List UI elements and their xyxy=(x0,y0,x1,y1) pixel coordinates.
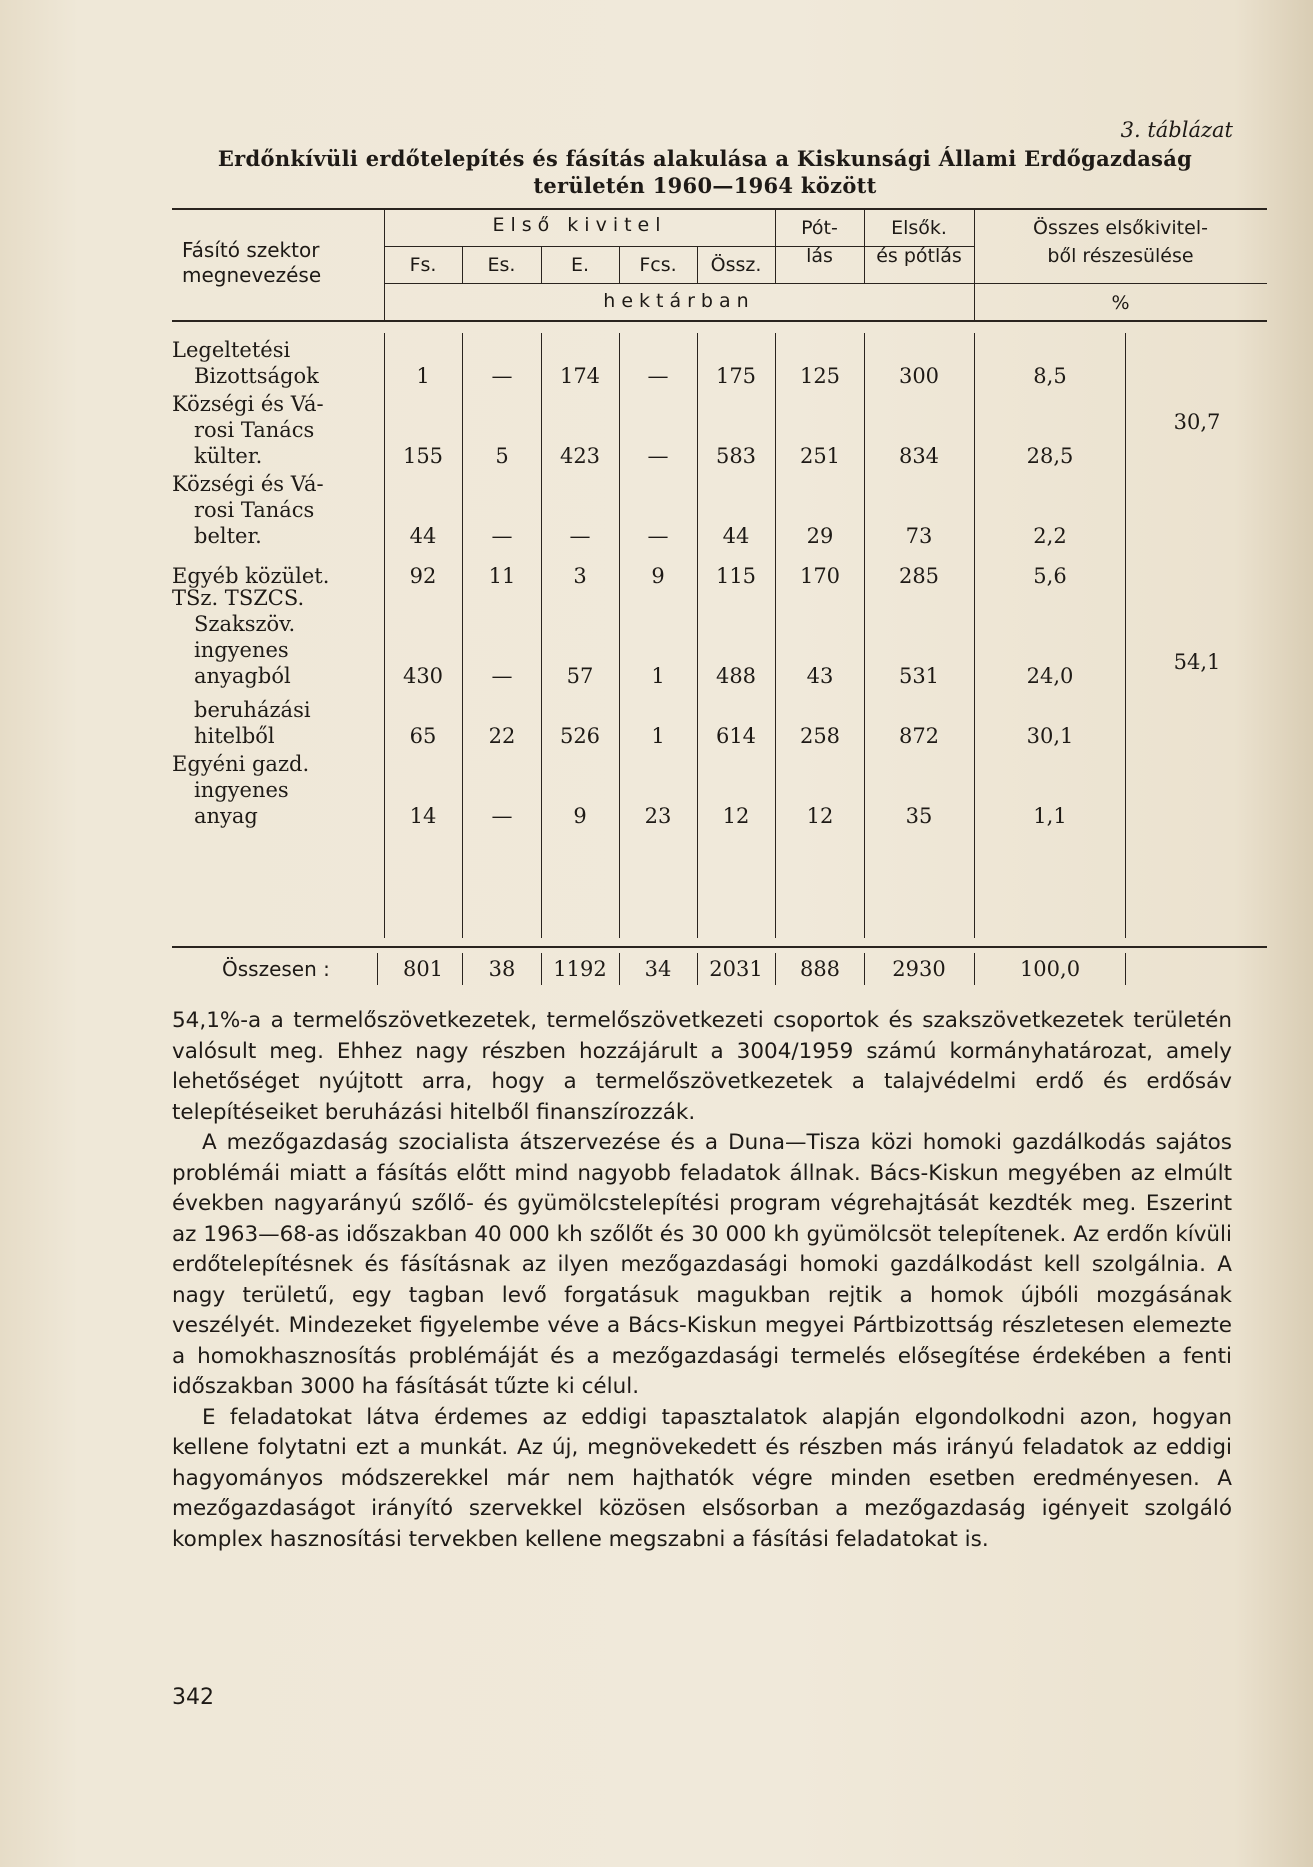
table-cell: 3 xyxy=(573,564,587,588)
header-group-label: Első kivitel xyxy=(492,214,667,236)
table-cell: 92 xyxy=(409,564,437,588)
header-fcs: Fcs. xyxy=(639,254,677,276)
table-cell: 5 xyxy=(495,444,509,468)
table-cell: 423 xyxy=(559,444,601,468)
header-sector-label-2: megnevezése xyxy=(182,263,322,287)
table-cell: 11 xyxy=(488,564,516,588)
table-cell: 174 xyxy=(559,364,601,388)
table-cell: 43 xyxy=(806,664,834,688)
body-text xyxy=(172,1006,1232,1555)
table-cell: 44 xyxy=(409,524,437,548)
total-cell: 2930 xyxy=(892,957,946,981)
table-cell: 8,5 xyxy=(1033,364,1067,388)
table-cell: — xyxy=(491,664,513,688)
total-cell: 100,0 xyxy=(1019,957,1081,981)
data-table xyxy=(172,208,1267,981)
body-col-rule-4 xyxy=(619,333,620,938)
table-cell: 57 xyxy=(566,664,594,688)
table-cell: 22 xyxy=(488,724,516,748)
row-label-line: anyagból xyxy=(194,664,291,688)
header-fs: Fs. xyxy=(409,254,437,276)
row-label-line: ingyenes xyxy=(194,638,289,662)
row-label-line: Községi és Vá- xyxy=(172,472,324,496)
paragraph-3: E feladatokat látva érdemes az eddigi tapasztalatok alapján elgondolkodni azon, hogyan kellene folytatni ezt a munkát. Az új, megnövekedett és részben más irányú feladatok az eddigi hagyományos módszerekkel már nem hajthatók végre minden esetben eredményesen. A mezőgazdaságot irányító szervekkel közösen elsősorban a mezőgazdaság igényeit szolgáló komplex hasznosítási tervekben kellene megszabni a fásítási feladatokat is. xyxy=(172,1404,1232,1552)
table-cell: 23 xyxy=(644,804,672,828)
table-cell: 12 xyxy=(722,804,750,828)
table-cell: 125 xyxy=(799,364,841,388)
table-cell: 5,6 xyxy=(1033,564,1067,588)
total-col-rule-8 xyxy=(974,953,975,985)
row-label-line: Egyéni gazd. xyxy=(172,752,310,776)
header-bottom-rule xyxy=(172,320,1267,322)
header-elsok-2: és pótlás xyxy=(876,245,962,267)
table-cell: 300 xyxy=(898,364,940,388)
header-potlas-2: lás xyxy=(806,245,833,267)
table-cell: 14 xyxy=(409,804,437,828)
table-cell: — xyxy=(491,524,513,548)
table-cell: 583 xyxy=(715,444,757,468)
table-cell: 834 xyxy=(898,444,940,468)
table-title-line-1: Erdőnkívüli erdőtelepítés és fásítás alakulása a Kiskunsági Állami Erdőgazdaság xyxy=(217,146,1193,171)
row-label-line: ingyenes xyxy=(194,778,289,802)
table-cell: 9 xyxy=(573,804,587,828)
table-cell: 1 xyxy=(416,364,430,388)
table-title-line-2: területén 1960—1964 között xyxy=(533,173,877,198)
row-label-line: Szakszöv. xyxy=(194,612,296,636)
total-top-rule xyxy=(172,946,1267,948)
table-cell: 251 xyxy=(799,444,841,468)
table-cell: 29 xyxy=(806,524,834,548)
total-col-rule-9 xyxy=(1125,953,1126,985)
header-sector-label-1: Fásító szektor xyxy=(182,238,320,262)
table-cell: — xyxy=(647,524,669,548)
table-cell: 285 xyxy=(898,564,940,588)
total-cell: 1192 xyxy=(553,957,607,981)
table-cell: 614 xyxy=(715,724,757,748)
body-col-rule-1 xyxy=(384,333,385,938)
row-label-line: Községi és Vá- xyxy=(172,392,324,416)
table-cell: — xyxy=(491,804,513,828)
table-cell: 65 xyxy=(409,724,437,748)
page-number: 342 xyxy=(172,1685,214,1710)
row-label-line: Bizottságok xyxy=(194,364,319,388)
table-cell: — xyxy=(569,524,591,548)
total-row-label: Összesen : xyxy=(222,957,330,981)
total-cell: 2031 xyxy=(709,957,763,981)
table-cell: 531 xyxy=(898,664,940,688)
table-cell: 115 xyxy=(715,564,757,588)
table-cell: 1 xyxy=(651,724,665,748)
body-col-rule-7 xyxy=(864,333,865,938)
body-col-rule-9 xyxy=(1125,333,1126,938)
group-total-council: 30,7 xyxy=(1173,410,1221,434)
table-title xyxy=(150,145,1260,199)
body-col-rule-5 xyxy=(697,333,698,938)
total-cell: 38 xyxy=(488,957,516,981)
table-cell: 155 xyxy=(402,444,444,468)
table-cell: 30,1 xyxy=(1026,724,1074,748)
row-label-line: beruházási xyxy=(194,698,311,722)
row-label-line: Legeltetési xyxy=(172,338,291,362)
table-cell: — xyxy=(491,364,513,388)
body-col-rule-2 xyxy=(462,333,463,938)
row-label-line: rosi Tanács xyxy=(194,418,315,442)
body-col-rule-8 xyxy=(974,333,975,938)
table-number: 3. táblázat xyxy=(1120,118,1233,142)
table-cell: 35 xyxy=(905,804,933,828)
row-label-line: Egyéb közület. xyxy=(172,564,330,588)
table-cell: 170 xyxy=(799,564,841,588)
row-label-line: anyag xyxy=(194,804,258,828)
table-cell: — xyxy=(647,444,669,468)
group-total-cooperative: 54,1 xyxy=(1173,650,1221,674)
header-unit-ha: hektárban xyxy=(603,290,755,312)
table-cell: 488 xyxy=(715,664,757,688)
table-cell: 28,5 xyxy=(1026,444,1074,468)
total-cell: 34 xyxy=(644,957,672,981)
row-label-line: külter. xyxy=(194,444,263,468)
header-es: Es. xyxy=(487,254,516,276)
header-elsok-1: Elsők. xyxy=(891,217,947,239)
header-osszes-1: Összes elsőkivitel- xyxy=(1033,217,1208,239)
body-col-rule-3 xyxy=(541,333,542,938)
table-cell: 9 xyxy=(651,564,665,588)
header-ossz: Össz. xyxy=(710,254,762,276)
header-unit-pct: % xyxy=(1111,292,1130,314)
header-osszes-2: ből részesülése xyxy=(1047,245,1194,267)
table-cell: 1,1 xyxy=(1033,804,1067,828)
paragraph-1: 54,1%-a a termelőszövetkezetek, termelőszövetkezeti csoportok és szakszövetkezetek területén valósult meg. Ehhez nagy részben hozzájárult a 3004/1959 számú kormányhatározat, amely lehetőséget nyújtott arra, hogy a termelőszövetkezetek a talajvédelmi erdő és erdősáv telepítéseiket beruházási hitelből finanszírozzák. xyxy=(172,1008,1232,1125)
table-cell: 44 xyxy=(722,524,750,548)
table-cell: 872 xyxy=(898,724,940,748)
table-cell: 12 xyxy=(806,804,834,828)
table-cell: 258 xyxy=(799,724,841,748)
total-cell: 888 xyxy=(799,957,841,981)
table-cell: 73 xyxy=(905,524,933,548)
row-label-line: belter. xyxy=(194,524,262,548)
row-label-line: hitelből xyxy=(194,724,275,748)
table-cell: 526 xyxy=(559,724,601,748)
table-cell: 175 xyxy=(715,364,757,388)
row-label-line: TSz. TSZCS. xyxy=(172,586,305,610)
header-potlas-1: Pót- xyxy=(801,217,838,239)
header-mid-rule xyxy=(384,283,1267,284)
body-col-rule-6 xyxy=(775,333,776,938)
paragraph-2: A mezőgazdaság szocialista átszervezése és a Duna—Tisza közi homoki gazdálkodás sajátos problémái miatt a fásítás előtt mind nagyobb feladatok állnak. Bács-Kiskun megyében az elmúlt években nagyarányú szőlő- és gyümölcstelepítési program végrehajtását kezdték meg. Eszerint az 1963—68-as időszakban 40 000 kh szőlőt és 30 000 kh gyümölcsöt telepítenek. Az erdőn kívüli erdőtelepítésnek és fásításnak az ilyen mezőgazdasági homoki gazdálkodást kell szolgálnia. A nagy területű, egy tagban levő forgatásuk magukban rejtik a homok újbóli mozgásának veszélyét. Mindezeket figyelembe véve a Bács-Kiskun megyei Pártbizottság részletesen elemezte a homokhasznosítás problémáját és a mezőgazdasági termelés elősegítése érdekében a fenti időszakban 3000 ha fásítását tűzte ki célul. xyxy=(172,1130,1232,1399)
table-cell: 1 xyxy=(651,664,665,688)
total-cell: 801 xyxy=(402,957,444,981)
header-e: E. xyxy=(570,254,590,276)
table-top-rule xyxy=(172,208,1267,210)
table-cell: 24,0 xyxy=(1026,664,1074,688)
table-cell: — xyxy=(647,364,669,388)
table-cell: 430 xyxy=(402,664,444,688)
table-cell: 2,2 xyxy=(1033,524,1067,548)
row-label-line: rosi Tanács xyxy=(194,498,315,522)
